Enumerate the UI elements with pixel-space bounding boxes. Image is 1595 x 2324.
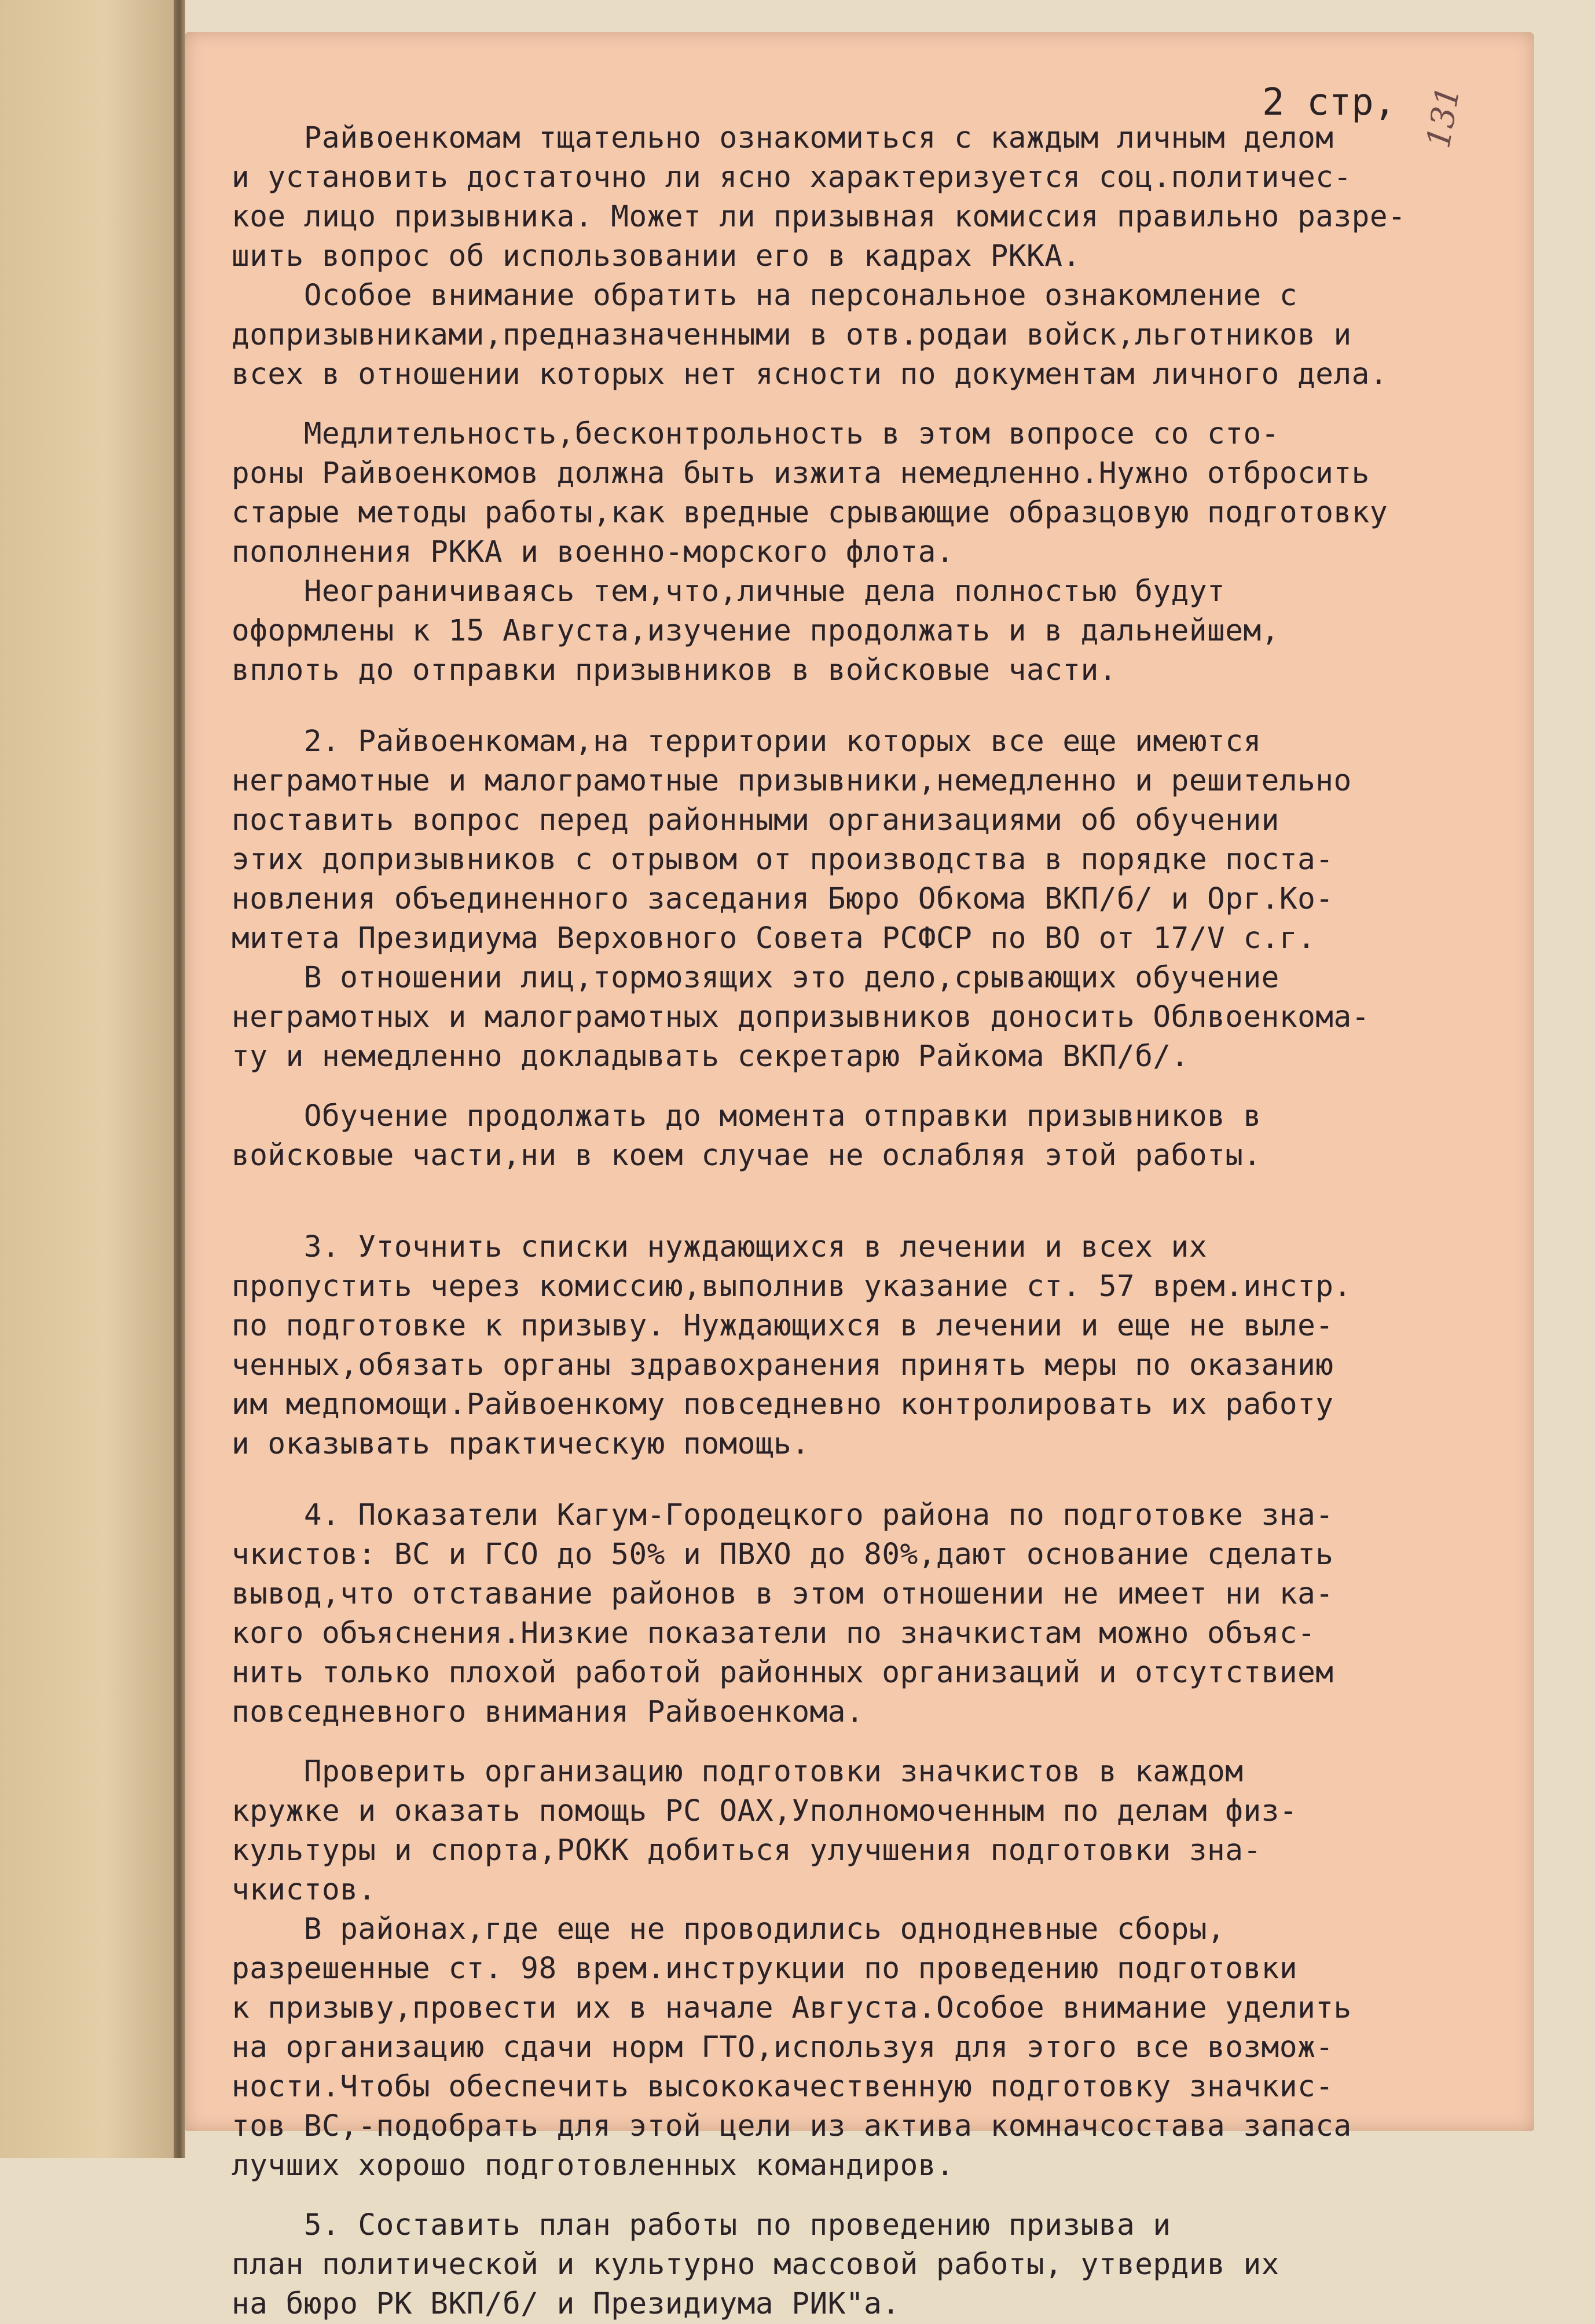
text-line: кого объяснения.Низкие показатели по значкистам можно объяс- [232,1616,1316,1650]
text-line: на организацию сдачи норм ГТО,используя для этого все возмож- [232,2030,1334,2065]
text-line: ту и немедленно докладывать секретарю Райкома ВКП/б/. [232,1040,1189,1074]
text-line: кружке и оказать помощь РС ОАХ,Уполномоченным по делам физ- [232,1794,1298,1828]
text-line: войсковые части,ни в коем случае не ослабляя этой работы. [232,1139,1262,1173]
text-line: по подготовке к призыву. Нуждающихся в лечении и еще не выле- [232,1309,1334,1343]
text-line: этих допризывников с отрывом от производства в порядке поста- [232,843,1334,877]
text-line: допризывниками,предназначенными в отв.родаи войск,льготников и [232,318,1352,352]
text-line: пропустить через комиссию,выполнив указание ст. 57 врем.инстр. [232,1269,1352,1304]
text-line: Неограничиваясь тем,что,личные дела полностью будут [232,574,1226,609]
text-line: к призыву,провести их в начале Августа.Особое внимание уделить [232,1991,1352,2025]
text-line: 4. Показатели Кагум-Городецкого района по подготовке зна- [232,1498,1334,1532]
text-line: кое лицо призывника. Может ли призывная комиссия правильно разре- [232,200,1406,234]
text-line: Проверить организацию подготовки значкистов в каждом [232,1755,1244,1789]
archive-folio-number: 131 [1420,83,1468,151]
text-line: роны Райвоенкомов должна быть изжита немедленно.Нужно отбросить [232,456,1370,491]
text-line: ченных,обязать органы здравохранения принять меры по оказанию [232,1348,1334,1382]
text-line: 5. Составить план работы по проведению призыва и [232,2208,1171,2242]
text-line: 3. Уточнить списки нуждающихся в лечении и всех их [232,1230,1208,1264]
text-line: неграмотные и малограмотные призывники,немедленно и решительно [232,764,1352,798]
text-line: тов ВС,-подобрать для этой цели из актива комначсостава запаса [232,2109,1352,2143]
text-line: вывод,что отставание районов в этом отношении не имеет ни ка- [232,1577,1334,1611]
text-line: поставить вопрос перед районными организациями об обучении [232,803,1279,837]
text-line: митета Президиума Верховного Совета РСФСР по ВО от 17/V с.г. [232,921,1316,956]
text-line: Обучение продолжать до момента отправки призывников в [232,1099,1262,1133]
text-line: нить только плохой работой районных организаций и отсутствием [232,1656,1334,1690]
text-line: план политической и культурно массовой работы, утвердив их [232,2248,1279,2282]
text-line: и установить достаточно ли ясно характеризуется соц.политичес- [232,160,1352,195]
text-line: культуры и спорта,РОКК добиться улучшения подготовки зна- [232,1833,1262,1868]
text-line: ности.Чтобы обеспечить высококачественную подготовку значкис- [232,2070,1334,2104]
text-line: повседневного внимания Райвоенкома. [232,1695,864,1729]
document-body [232,119,1505,2324]
text-line: чкистов: ВС и ГСО до 50% и ПВХО до 80%,дают основание сделать [232,1538,1334,1572]
text-line: им медпомощи.Райвоенкому повседневно контролировать их работу [232,1388,1334,1422]
text-line: В отношении лиц,тормозящих это дело,срывающих обучение [232,961,1279,995]
text-line: на бюро РК ВКП/б/ и Президиума РИК"а. [232,2287,900,2321]
text-line: оформлены к 15 Августа,изучение продолжать и в дальнейшем, [232,614,1279,648]
text-line: пополнения РККА и военно-морского флота. [232,535,955,569]
text-line: неграмотных и малограмотных допризывников доносить Облвоенкома- [232,1000,1370,1034]
adjacent-page-edge [0,0,174,2158]
text-line: шить вопрос об использовании его в кадрах РККА. [232,239,1081,273]
page-number: 2 стр, [1262,81,1396,124]
text-line: В районах,где еще не проводились однодневные сборы, [232,1912,1226,1946]
text-line: всех в отношении которых нет ясности по документам личного дела. [232,357,1388,391]
text-line: Особое внимание обратить на персональное ознакомление с [232,279,1298,313]
text-line: 2. Райвоенкомам,на территории которых все еще имеются [232,724,1262,759]
text-line: Райвоенкомам тщательно ознакомиться с каждым личным делом [232,121,1334,155]
text-line: чкистов. [232,1873,376,1907]
text-line: новления объединенного заседания Бюро Обкома ВКП/б/ и Орг.Ко- [232,882,1334,916]
text-line: и оказывать практическую помощь. [232,1427,810,1461]
text-line: разрешенные ст. 98 врем.инструкции по проведению подготовки [232,1952,1298,1986]
text-line: вплоть до отправки призывников в войсковые части. [232,653,1117,687]
text-line: старые методы работы,как вредные срывающие образцовую подготовку [232,496,1388,530]
binding-spine [174,0,185,2158]
text-line: лучших хорошо подготовленных командиров. [232,2149,955,2183]
text-line: Медлительность,бесконтрольность в этом вопросе со сто- [232,417,1279,451]
